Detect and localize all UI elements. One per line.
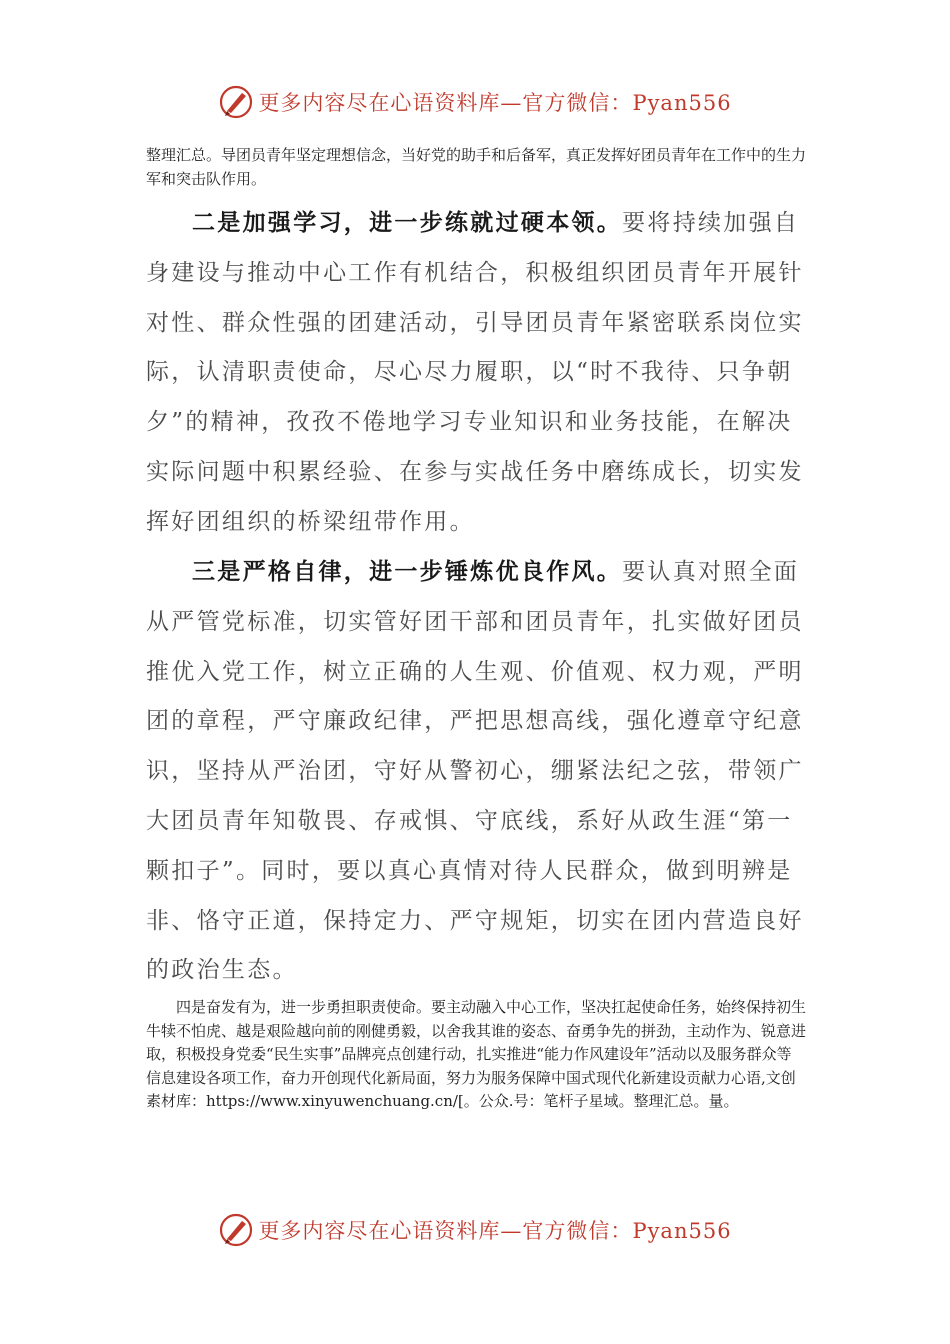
- header-banner: [0, 82, 950, 122]
- footer-banner: [0, 1210, 950, 1250]
- section-2-paragraph: [146, 198, 806, 548]
- banner-text: 更多内容尽在心语资料库—官方微信：Pyan556: [258, 1219, 732, 1243]
- intro-paragraph-tail: 整理汇总。导团员青年坚定理想信念，当好党的助手和后备军，真正发挥好团员青年在工作中的生力军和突击队作用。: [146, 146, 807, 188]
- section-3-body: 要认真对照全面从严管党标准，切实管好团干部和团员青年，扎实做好团员推优入党工作，树立正确的人生观、价值观、权力观，严明团的章程，严守廉政纪律，严把思想高线，强化遵章守纪意识，坚持从严治团，守好从警初心，绷紧法纪之弦，带领广大团员青年知敬畏、存戒惧、守底线，系好从政生涯“第一颗扣子”。同时，要以真心真情对待人民群众，做到明辨是非、恪守正道，保持定力、严守规矩，切实在团内营造良好的政治生态。: [146, 559, 804, 984]
- section-3-heading: 三是严格自律，进一步锤炼优良作风。: [192, 558, 623, 585]
- pen-logo-icon: [218, 1212, 254, 1248]
- section-4-paragraph: 四是奋发有为，进一步勇担职责使命。要主动融入中心工作，坚决扛起使命任务，始终保持初生牛犊不怕虎、越是艰险越向前的刚健勇毅，以舍我其谁的姿态、奋勇争先的拼劲，主动作为、锐意进取，积极投身党委“民生实事”品牌亮点创建行动，扎实推进“能力作风建设年”活动以及服务群众等信息建设各项工作，奋力开创现代化新局面，努力为服务保障中国式现代化新建设贡献力心语,文创素材库：https://www.xinyuwenchuang.cn/[。公众.号：笔杆子星域。整理汇总。量。: [146, 998, 807, 1110]
- pen-logo-icon: [218, 84, 254, 120]
- section-3-paragraph: [146, 547, 806, 996]
- banner-text: 更多内容尽在心语资料库—官方微信：Pyan556: [258, 91, 732, 115]
- section-2-body: 要将持续加强自身建设与推动中心工作有机结合，积极组织团员青年开展针对性、群众性强的团建活动，引导团员青年紧密联系岗位实际，认清职责使命，尽心尽力履职，以“时不我待、只争朝夕”的精神，孜孜不倦地学习专业知识和业务技能，在解决实际问题中积累经验、在参与实战任务中磨练成长，切实发挥好团组织的桥梁纽带作用。: [146, 210, 804, 535]
- section-2-heading: 二是加强学习，进一步练就过硬本领。: [192, 209, 623, 236]
